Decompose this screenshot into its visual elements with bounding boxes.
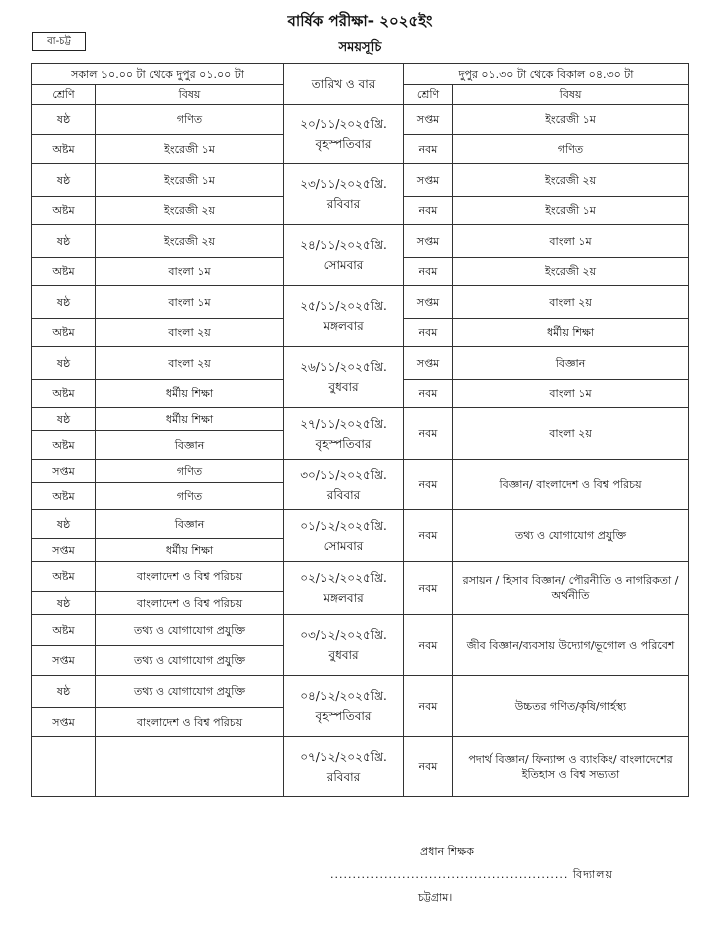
subject-cell: ধর্মীয় শিক্ষা bbox=[96, 380, 284, 408]
exam-weekday: বৃহস্পতিবার bbox=[315, 436, 372, 451]
schedule-day-row bbox=[32, 562, 689, 592]
subject-cell: বিজ্ঞান bbox=[453, 347, 689, 380]
class-cell: সপ্তম bbox=[404, 225, 453, 258]
subject-cell: বাংলা ১ম bbox=[96, 286, 284, 319]
subject-cell: বিজ্ঞান bbox=[96, 431, 284, 460]
date-cell bbox=[284, 286, 404, 347]
subject-cell: বাংলাদেশ ও বিশ্ব পরিচয় bbox=[96, 708, 284, 737]
class-cell: অষ্টম bbox=[32, 258, 96, 286]
class-cell: ষষ্ঠ bbox=[32, 347, 96, 380]
class-cell: নবম bbox=[404, 319, 453, 347]
schedule-day-row bbox=[32, 510, 689, 539]
class-cell: ষষ্ঠ bbox=[32, 105, 96, 135]
subject-cell: রসায়ন / হিসাব বিজ্ঞান/ পৌরনীতি ও নাগরিকতা / অর্থনীতি bbox=[453, 562, 689, 615]
exam-date: ২০/১১/২০২৫খ্রি. bbox=[300, 117, 387, 131]
subject-cell: বিজ্ঞান/ বাংলাদেশ ও বিশ্ব পরিচয় bbox=[453, 460, 689, 510]
subject-cell: ইংরেজী ২য় bbox=[96, 197, 284, 225]
class-cell: সপ্তম bbox=[404, 347, 453, 380]
class-cell: অষ্টম bbox=[32, 483, 96, 510]
subject-cell: বাংলাদেশ ও বিশ্ব পরিচয় bbox=[96, 562, 284, 592]
subject-cell: বাংলা ২য় bbox=[96, 319, 284, 347]
exam-weekday: বৃহস্পতিবার bbox=[315, 137, 372, 151]
morning-class-header: শ্রেণি bbox=[32, 85, 96, 105]
schedule-day-row bbox=[32, 615, 689, 646]
class-cell: সপ্তম bbox=[404, 286, 453, 319]
exam-date: ০৪/১২/২০২৫খ্রি. bbox=[300, 689, 387, 703]
exam-date: ২৪/১১/২০২৫খ্রি. bbox=[300, 238, 387, 252]
class-cell: অষ্টম bbox=[32, 615, 96, 646]
subject-cell: বাংলা ২য় bbox=[453, 408, 689, 460]
subject-cell: বিজ্ঞান bbox=[96, 510, 284, 539]
subject-cell: ইংরেজী ২য় bbox=[96, 225, 284, 258]
subject-cell: ধর্মীয় শিক্ষা bbox=[453, 319, 689, 347]
document-code-box: বা-চট্ট bbox=[32, 32, 86, 51]
class-cell: সপ্তম bbox=[32, 646, 96, 676]
city-label: চট্টগ্রাম। bbox=[418, 891, 453, 904]
morning-session-header: সকাল ১০.০০ টা থেকে দুপুর ০১.০০ টা bbox=[32, 64, 284, 85]
exam-title: বার্ষিক পরীক্ষা- ২০২৫ইং bbox=[287, 12, 433, 30]
exam-date: ০১/১২/২০২৫খ্রি. bbox=[300, 518, 387, 533]
subject-cell: গণিত bbox=[96, 483, 284, 510]
class-cell: নবম bbox=[404, 197, 453, 225]
date-cell bbox=[284, 737, 404, 797]
class-cell: অষ্টম bbox=[32, 380, 96, 408]
exam-weekday: বুধবার bbox=[328, 380, 359, 394]
exam-weekday: বুধবার bbox=[328, 648, 359, 662]
date-cell bbox=[284, 460, 404, 510]
exam-weekday: রবিবার bbox=[326, 769, 361, 784]
class-cell: ষষ্ঠ bbox=[32, 510, 96, 539]
class-cell: সপ্তম bbox=[32, 460, 96, 483]
exam-date: ২৩/১১/২০২৫খ্রি. bbox=[300, 177, 387, 191]
class-cell: নবম bbox=[404, 135, 453, 164]
class-cell: সপ্তম bbox=[404, 164, 453, 197]
subject-cell: গণিত bbox=[453, 135, 689, 164]
exam-weekday: সোমবার bbox=[323, 538, 364, 553]
class-cell: ষষ্ঠ bbox=[32, 676, 96, 708]
date-cell bbox=[284, 347, 404, 408]
subject-cell: গণিত bbox=[96, 105, 284, 135]
exam-date: ২৫/১১/২০২৫খ্রি. bbox=[300, 299, 387, 313]
class-cell: অষ্টম bbox=[32, 431, 96, 460]
subject-cell: তথ্য ও যোগাযোগ প্রযুক্তি bbox=[96, 646, 284, 676]
schedule-day-row bbox=[32, 460, 689, 483]
schedule-day-row bbox=[32, 164, 689, 197]
subject-cell: বাংলা ২য় bbox=[453, 286, 689, 319]
class-cell: ষষ্ঠ bbox=[32, 592, 96, 615]
date-cell bbox=[284, 676, 404, 737]
exam-weekday: রবিবার bbox=[326, 197, 361, 211]
exam-weekday: মঙ্গলবার bbox=[323, 591, 364, 605]
class-cell: ষষ্ঠ bbox=[32, 408, 96, 431]
exam-date: ০২/১২/২০২৫খ্রি. bbox=[300, 571, 387, 585]
schedule-day-row bbox=[32, 408, 689, 431]
exam-weekday: বৃহস্পতিবার bbox=[315, 709, 372, 723]
class-cell: সপ্তম bbox=[32, 539, 96, 562]
subject-cell: ইংরেজী ১ম bbox=[453, 197, 689, 225]
class-cell: নবম bbox=[404, 562, 453, 615]
class-cell: সপ্তম bbox=[404, 105, 453, 135]
subject-cell: বাংলা ২য় bbox=[96, 347, 284, 380]
subject-cell: ইংরেজী ১ম bbox=[96, 135, 284, 164]
class-cell: ষষ্ঠ bbox=[32, 225, 96, 258]
exam-date: ০৭/১২/২০২৫খ্রি. bbox=[300, 749, 387, 764]
schedule-day-row bbox=[32, 105, 689, 135]
subject-cell: ধর্মীয় শিক্ষা bbox=[96, 539, 284, 562]
schedule-day-row bbox=[32, 347, 689, 380]
exam-weekday: মঙ্গলবার bbox=[323, 319, 364, 333]
date-cell bbox=[284, 408, 404, 460]
schedule-day-row bbox=[32, 286, 689, 319]
class-cell: সপ্তম bbox=[32, 708, 96, 737]
class-cell: ষষ্ঠ bbox=[32, 286, 96, 319]
afternoon-class-header: শ্রেণি bbox=[404, 85, 453, 105]
class-cell: নবম bbox=[404, 258, 453, 286]
class-cell: নবম bbox=[404, 380, 453, 408]
subject-cell: ইংরেজী ১ম bbox=[96, 164, 284, 197]
date-cell bbox=[284, 164, 404, 225]
subject-cell: জীব বিজ্ঞান/ব্যবসায় উদ্যোগ/ভূগোল ও পরিবেশ bbox=[453, 615, 689, 676]
head-teacher-label: প্রধান শিক্ষক bbox=[420, 845, 474, 858]
subject-cell: ইংরেজী ২য় bbox=[453, 164, 689, 197]
subject-cell: পদার্থ বিজ্ঞান/ ফিন্যান্স ও ব্যাংকিং/ বাংলাদেশের ইতিহাস ও বিশ্ব সভ্যতা bbox=[453, 737, 689, 797]
exam-date: ২৬/১১/২০২৫খ্রি. bbox=[300, 360, 387, 374]
class-cell: নবম bbox=[404, 737, 453, 797]
class-cell bbox=[32, 737, 96, 797]
subject-cell: গণিত bbox=[96, 460, 284, 483]
exam-date: ২৭/১১/২০২৫খ্রি. bbox=[300, 416, 387, 431]
date-cell bbox=[284, 615, 404, 676]
schedule-day-row bbox=[32, 737, 689, 797]
subject-cell: ইংরেজী ১ম bbox=[453, 105, 689, 135]
class-cell: অষ্টম bbox=[32, 319, 96, 347]
subject-cell: তথ্য ও যোগাযোগ প্রযুক্তি bbox=[96, 615, 284, 646]
afternoon-session-header: দুপুর ০১.৩০ টা থেকে বিকাল ০৪.৩০ টা bbox=[404, 64, 689, 85]
class-cell: ষষ্ঠ bbox=[32, 164, 96, 197]
class-cell: নবম bbox=[404, 510, 453, 562]
class-cell: নবম bbox=[404, 408, 453, 460]
class-cell: অষ্টম bbox=[32, 197, 96, 225]
class-cell: নবম bbox=[404, 460, 453, 510]
class-cell: নবম bbox=[404, 615, 453, 676]
class-cell: অষ্টম bbox=[32, 562, 96, 592]
subject-cell bbox=[96, 737, 284, 797]
class-cell: নবম bbox=[404, 676, 453, 737]
date-cell bbox=[284, 510, 404, 562]
date-cell bbox=[284, 105, 404, 164]
afternoon-subject-header: বিষয় bbox=[453, 85, 689, 105]
date-cell bbox=[284, 225, 404, 286]
subject-cell: বাংলা ১ম bbox=[453, 380, 689, 408]
schedule-subtitle: সময়সূচি bbox=[338, 40, 382, 55]
subject-cell: তথ্য ও যোগাযোগ প্রযুক্তি bbox=[96, 676, 284, 708]
subject-cell: ধর্মীয় শিক্ষা bbox=[96, 408, 284, 431]
exam-date: ৩০/১১/২০২৫খ্রি. bbox=[300, 467, 387, 482]
subject-cell: উচ্চতর গণিত/কৃষি/গার্হস্থ্য bbox=[453, 676, 689, 737]
exam-weekday: সোমবার bbox=[323, 258, 364, 272]
school-name-line: ..................................................... বিদ্যালয় bbox=[330, 868, 613, 881]
exam-date: ০৩/১২/২০২৫খ্রি. bbox=[300, 628, 387, 642]
subject-cell: বাংলা ১ম bbox=[453, 225, 689, 258]
subject-cell: বাংলাদেশ ও বিশ্ব পরিচয় bbox=[96, 592, 284, 615]
subject-cell: বাংলা ১ম bbox=[96, 258, 284, 286]
subject-cell: ইংরেজী ২য় bbox=[453, 258, 689, 286]
schedule-day-row bbox=[32, 676, 689, 708]
subject-cell: তথ্য ও যোগাযোগ প্রযুক্তি bbox=[453, 510, 689, 562]
date-column-header: তারিখ ও বার bbox=[284, 64, 404, 105]
exam-schedule-table bbox=[31, 63, 689, 797]
date-cell bbox=[284, 562, 404, 615]
class-cell: অষ্টম bbox=[32, 135, 96, 164]
exam-weekday: রবিবার bbox=[326, 487, 361, 502]
schedule-day-row bbox=[32, 225, 689, 258]
morning-subject-header: বিষয় bbox=[96, 85, 284, 105]
